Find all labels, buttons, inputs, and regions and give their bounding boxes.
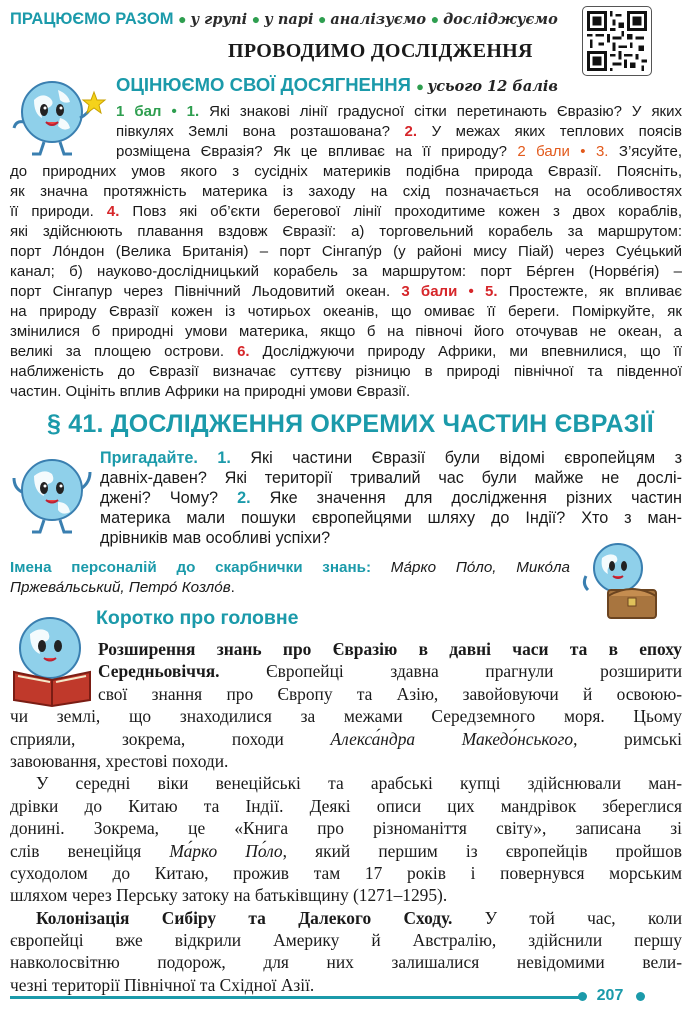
mode-group: у групі <box>190 11 248 28</box>
text-line <box>98 638 682 660</box>
text-segment: У середні віки венеційські та арабські купці здійснювали ман- <box>36 773 682 794</box>
text-segment: Колонізація Сибіру та Далекого Сходу. <box>36 907 453 928</box>
text-line <box>100 488 682 508</box>
text-segment: Повз які об’єкти берегової лінії проходитиме кожен з двох кораблів, <box>119 203 682 220</box>
assessment-total: усього 12 балів <box>427 78 558 95</box>
text-line <box>10 772 682 794</box>
text-segment: суходолом до Китаю, прожив там 17 років і повернувся морським <box>10 862 682 883</box>
text-segment: Середньовіччя. <box>98 661 220 682</box>
text-segment: частин. Оцініть вплив Африки на природні умови Євразії. <box>10 383 411 400</box>
text-line <box>98 683 682 705</box>
text-segment: розміщена Євразія? Як це впливає на її природу? <box>116 143 518 160</box>
text-segment: на природу Євразії кожен із чотирьох океанів, що омиває її береги. Поміркуйте, як <box>10 303 682 320</box>
text-segment: 4. <box>106 203 120 220</box>
text-segment: . <box>230 579 235 596</box>
text-segment: Досліджуючи природу Африки, ми впевнилися, що її <box>249 343 682 360</box>
globe-mascot-icon <box>10 448 96 538</box>
text-segment: Імена персоналій до скарбнички знань: <box>10 559 391 576</box>
text-line <box>100 468 682 488</box>
text-segment: , римські <box>573 728 682 749</box>
text-segment: джені? Чому? <box>100 489 238 507</box>
text-segment: півкулях Землі вона розташована? <box>116 123 405 140</box>
text-segment: шляхом через Перську затоку на батьківщину (1271–1295). <box>10 885 448 906</box>
footer-dot-left <box>578 992 587 1001</box>
text-line <box>10 282 682 302</box>
text-line <box>10 577 570 597</box>
text-segment: до природних умов якого з сусідніх материків подібна природа Євразії. Поясніть, <box>10 163 682 180</box>
text-line <box>10 840 682 862</box>
assessment-text <box>10 102 683 402</box>
text-line <box>10 817 682 839</box>
text-line <box>110 122 682 142</box>
text-segment: порт Ло́ндон (Велика Британія) – порт Сінгапу́р (у районі мису Піай) через Суе́цький <box>10 243 682 260</box>
text-segment: змінилися б природні умови материка, якщо б на півночі його оточував не океан, а <box>10 323 682 340</box>
text-segment: чезні території Північної та Східної Азії. <box>10 974 315 995</box>
page-subtitle: ПРОВОДИМО ДОСЛІДЖЕННЯ <box>228 40 533 62</box>
text-segment: З’ясуйте, <box>608 143 682 160</box>
text-line <box>10 750 682 772</box>
text-line <box>10 162 682 182</box>
text-segment: дрівників мав особливі успіхи? <box>100 529 331 547</box>
text-line <box>10 884 682 906</box>
summary-title: Коротко про головне <box>96 607 299 629</box>
text-segment: 2 бали • 3. <box>517 143 609 160</box>
recall-text <box>100 448 682 548</box>
text-line <box>10 262 682 282</box>
text-line <box>10 951 682 973</box>
text-segment: Алекса́ндра Македо́нського <box>330 728 574 749</box>
assessment-title: ОЦІНЮЄМО СВОЇ ДОСЯГНЕННЯ ● усього 12 балів <box>116 74 558 95</box>
text-segment: слів венеційця <box>10 840 170 861</box>
text-segment: її природи. <box>10 203 107 220</box>
text-line <box>10 182 682 202</box>
text-line <box>100 508 682 528</box>
text-segment: 2. <box>404 123 417 140</box>
header-bar: ПРАЦЮЄМО РАЗОМ ● у групі ● у парі ● аналізуємо ● досліджуємо <box>10 10 558 28</box>
globe-mascot-star-icon <box>8 70 108 160</box>
names-text <box>10 557 570 597</box>
text-segment: великі за площею острови. <box>10 343 238 360</box>
text-segment: чи землі, що знаходилися за межами Середземного моря. Цьому <box>10 706 682 727</box>
mode-analyze: аналізуємо <box>330 11 427 28</box>
text-line <box>10 728 682 750</box>
text-segment: донині. Зокрема, це «Книга про різноманіття світу», записана зі <box>10 818 682 839</box>
text-segment: 6. <box>237 343 250 360</box>
text-line <box>10 795 682 817</box>
text-line <box>10 705 682 727</box>
text-segment: давніх-давен? Які території тривалий час були майже не дослі- <box>100 469 682 487</box>
text-segment: 2. <box>237 489 251 507</box>
text-segment: материка мали пошуки європейцями шляху до Індії? Хто з ман- <box>100 509 682 527</box>
page-number: 207 <box>588 985 632 1007</box>
globe-mascot-book-icon <box>8 612 94 708</box>
text-line <box>10 242 682 262</box>
text-segment: Ма́рко По́ло, Мико́ла <box>390 559 570 576</box>
text-segment: європейці вже відкрили Америку й Австралію, здійснили першу <box>10 930 682 951</box>
text-segment: Які знакові лінії градусної сітки перетинають Євразію? У яких <box>199 103 683 120</box>
text-segment: Які частини Євразії були відомі європейцям з <box>230 449 682 467</box>
text-segment: Європейці здавна прагнули розширити <box>219 661 682 682</box>
mode-pair: у парі <box>264 11 314 28</box>
text-segment: У межах яких теплових поясів <box>417 123 682 140</box>
text-line <box>10 322 682 342</box>
text-line <box>110 142 682 162</box>
text-segment: Простежте, як впливає <box>497 283 682 300</box>
text-segment: Пригадайте. 1. <box>100 449 231 467</box>
text-segment: канал; б) науково-дослідницький корабель за маршрутом: порт Бе́рген (Норве́гія) – <box>10 263 682 280</box>
text-segment: 1 бал • 1. <box>116 103 200 120</box>
text-line <box>110 102 682 122</box>
text-line <box>10 907 682 929</box>
text-segment: , який першим із європейців пройшов <box>282 840 682 861</box>
footer-line <box>10 996 585 999</box>
footer-dot-right <box>636 992 645 1001</box>
text-line <box>10 557 570 577</box>
text-line <box>10 342 682 362</box>
text-segment: які здійснюють плавання вздовж Євразії: а) торговельний корабель за маршрутом: <box>10 223 682 240</box>
text-line <box>10 202 682 222</box>
text-segment: завоювання, хрестові походи. <box>10 750 229 771</box>
text-segment: свої знання про Європу та Азію, завойовуючи й освоюю- <box>98 683 682 704</box>
text-segment: Яке значення для дослідження різних частин <box>250 489 682 507</box>
text-line <box>10 362 682 382</box>
text-line <box>10 929 682 951</box>
summary-text <box>10 638 683 996</box>
mode-research: досліджуємо <box>443 11 558 28</box>
globe-mascot-chest-icon <box>578 540 668 622</box>
section-label: ПРАЦЮЄМО РАЗОМ <box>10 10 174 28</box>
text-line <box>98 660 682 682</box>
text-line <box>10 862 682 884</box>
text-segment: Пржева́льський, Петро́ Козло́в <box>10 579 231 596</box>
text-line <box>10 302 682 322</box>
text-segment: як значна протяжність материка із заходу на схід позначається на особливостях <box>10 183 682 200</box>
text-segment: сприяли, зокрема, походи <box>10 728 331 749</box>
text-segment: Ма́рко По́ло <box>169 840 283 861</box>
text-line <box>100 448 682 468</box>
paragraph-title: § 41. ДОСЛІДЖЕННЯ ОКРЕМИХ ЧАСТИН ЄВРАЗІЇ <box>47 410 654 438</box>
text-segment: навколосвітню подорож, для них залишалися невідомими вели- <box>10 952 682 973</box>
text-segment: дрівки до Китаю та Індії. Деякі описи цих мандрівок збереглися <box>10 795 682 816</box>
text-segment: 3 бали • 5. <box>401 283 498 300</box>
qr-code-icon[interactable] <box>582 6 652 76</box>
text-segment: наближеність до Євразії визначає суттєву різницю в природі північної та південної <box>10 363 682 380</box>
text-line <box>10 222 682 242</box>
text-segment: порт Сінгапур через Північний Льодовитий океан. <box>10 283 402 300</box>
text-segment: Розширення знань про Євразію в давні часи та в епоху <box>98 639 682 659</box>
text-line <box>10 382 682 402</box>
text-segment: У той час, коли <box>452 907 683 928</box>
